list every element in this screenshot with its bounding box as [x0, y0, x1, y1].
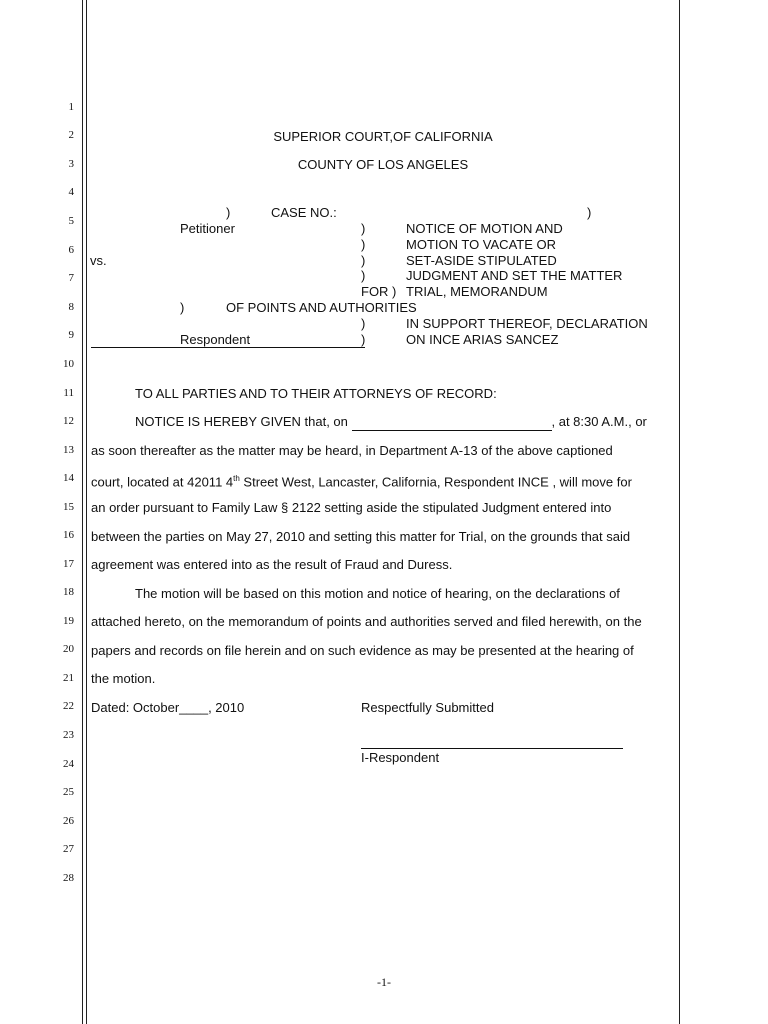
body-text: , at 8:30 A.M., or — [551, 414, 647, 429]
caption-paren: ) — [587, 205, 592, 220]
body-line: the motion. — [91, 671, 156, 686]
line-number: 5 — [68, 215, 74, 227]
caption-paren: ) — [361, 316, 366, 331]
body-line: The motion will be based on this motion and notice of hearing, on the declarations of — [135, 586, 620, 601]
court-county: COUNTY OF LOS ANGELES — [297, 157, 469, 172]
line-number: 2 — [68, 129, 74, 141]
page-number: -1- — [377, 975, 391, 989]
caption-paren: ) — [361, 332, 366, 347]
line-number: 19 — [63, 615, 74, 627]
line-number: 4 — [68, 186, 74, 198]
body-text: Street West, Lancaster, California, Respondent INCE , will move for — [239, 474, 632, 490]
document-title-line: SET-ASIDE STIPULATED — [406, 253, 557, 268]
left-margin-rule — [82, 0, 83, 1024]
respondent-label: Respondent — [180, 332, 251, 347]
body-text: court, located at 42011 4 — [91, 474, 234, 490]
case-number-label: CASE NO.: — [271, 205, 337, 220]
body-line: as soon thereafter as the matter may be heard, in Department A-13 of the above captioned — [91, 443, 613, 458]
line-number: 20 — [63, 643, 74, 655]
line-number: 9 — [68, 329, 74, 341]
line-number: 15 — [63, 501, 74, 513]
line-number: 1 — [68, 101, 74, 113]
document-title-line: ON INCE ARIAS SANCEZ — [406, 332, 559, 347]
line-number: 14 — [63, 472, 74, 484]
caption-for-paren: FOR ) — [361, 284, 397, 299]
line-number: 23 — [63, 729, 74, 741]
body-line: between the parties on May 27, 2010 and setting this matter for Trial, on the grounds that said — [91, 529, 631, 544]
caption-paren: ) — [226, 205, 231, 220]
left-margin-rule-inner — [86, 0, 87, 1024]
caption-paren: ) — [361, 253, 366, 268]
body-line: attached hereto, on the memorandum of points and authorities served and filed herewith, on the — [91, 614, 642, 629]
line-number: 26 — [63, 815, 74, 827]
line-number: 6 — [68, 244, 74, 256]
points-authorities-line: OF POINTS AND AUTHORITIES — [226, 300, 417, 315]
line-number: 18 — [63, 586, 74, 598]
caption-paren: ) — [361, 221, 366, 236]
body-line: papers and records on file herein and on such evidence as may be presented at the hearing of — [91, 643, 634, 658]
body-line: agreement was entered into as the result of Fraud and Duress. — [91, 557, 453, 572]
caption-paren: ) — [361, 237, 366, 252]
document-title-line: TRIAL, MEMORANDUM — [406, 284, 548, 299]
ordinal-suffix: th — [233, 474, 240, 483]
body-line — [135, 414, 647, 431]
respectfully-submitted: Respectfully Submitted — [361, 700, 494, 715]
line-number: 24 — [63, 758, 74, 770]
body-text: NOTICE IS HEREBY GIVEN that, on — [135, 414, 352, 429]
line-number: 17 — [63, 558, 74, 570]
right-margin-rule — [679, 0, 680, 1024]
line-number: 13 — [63, 444, 74, 456]
court-name: SUPERIOR COURT,OF CALIFORNIA — [273, 129, 493, 144]
line-number: 3 — [68, 158, 74, 170]
line-number: 10 — [63, 358, 74, 370]
body-line: an order pursuant to Family Law § 2122 setting aside the stipulated Judgment entered into — [91, 500, 612, 515]
signature-line — [361, 748, 623, 749]
line-number: 8 — [68, 301, 74, 313]
hearing-date-blank — [352, 414, 552, 431]
line-number: 28 — [63, 872, 74, 884]
vs-label: vs. — [90, 253, 107, 268]
salutation: TO ALL PARTIES AND TO THEIR ATTORNEYS OF RECORD: — [135, 386, 497, 401]
body-line — [91, 471, 632, 490]
dated-line: Dated: October____, 2010 — [91, 700, 245, 715]
caption-paren: ) — [180, 300, 185, 315]
signer-label: I-Respondent — [361, 750, 440, 765]
document-title-line: NOTICE OF MOTION AND — [406, 221, 563, 236]
document-title-line: IN SUPPORT THEREOF, DECLARATION — [406, 316, 648, 331]
line-number: 7 — [68, 272, 74, 284]
document-title-line: JUDGMENT AND SET THE MATTER — [406, 268, 623, 283]
line-number: 21 — [63, 672, 74, 684]
document-title-line: MOTION TO VACATE OR — [406, 237, 556, 252]
petitioner-label: Petitioner — [180, 221, 235, 236]
line-number: 27 — [63, 843, 74, 855]
line-number: 11 — [63, 387, 74, 399]
caption-paren: ) — [361, 268, 366, 283]
line-number: 25 — [63, 786, 74, 798]
line-number: 12 — [63, 415, 74, 427]
line-number: 22 — [63, 700, 74, 712]
line-number: 16 — [63, 529, 74, 541]
